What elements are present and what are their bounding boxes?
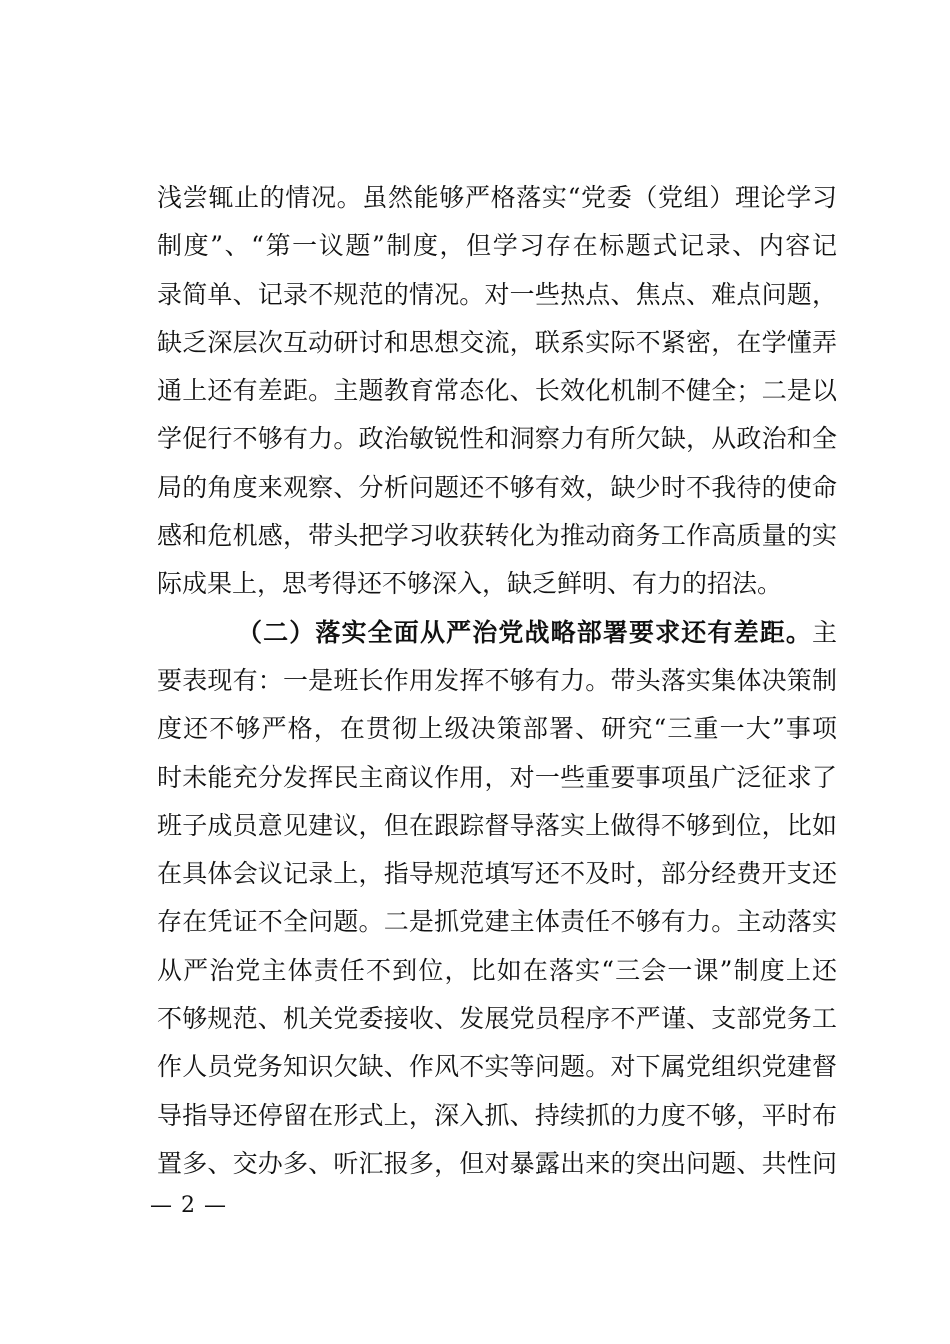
- text-line: 度还不够严格，在贯彻上级决策部署、研究“三重一大”事项: [157, 714, 837, 744]
- text-line: 从严治党主体责任不到位，比如在落实“三会一课”制度上还: [157, 955, 837, 985]
- text-line: 浅尝辄止的情况。虽然能够严格落实“党委（党组）理论学习: [157, 183, 837, 212]
- text-line: 置多、交办多、听汇报多，但对暴露出来的突出问题、共性问: [157, 1148, 837, 1178]
- text-line: 录简单、记录不规范的情况。对一些热点、焦点、难点问题，: [157, 279, 837, 309]
- text-line: 局的角度来观察、分析问题还不够有效，缺少时不我待的使命: [157, 472, 837, 502]
- text-line: 班子成员意见建议，但在跟踪督导落实上做得不够到位，比如: [157, 810, 837, 840]
- section-heading-line: [157, 609, 837, 657]
- text-line: 制度”、“第一议题”制度，但学习存在标题式记录、内容记: [157, 231, 837, 261]
- text-line: 在具体会议记录上，指导规范填写还不及时，部分经费开支还: [157, 859, 837, 889]
- text-line: 通上还有差距。主题教育常态化、长效化机制不健全；二是以: [157, 376, 837, 406]
- body-text: [157, 174, 837, 1188]
- text-line: 际成果上，思考得还不够深入，缺乏鲜明、有力的招法。: [157, 569, 783, 599]
- text-line: 存在凭证不全问题。二是抓党建主体责任不够有力。主动落实: [157, 907, 837, 937]
- text-line: 要表现有：一是班长作用发挥不够有力。带头落实集体决策制: [157, 665, 837, 695]
- text-line: 缺乏深层次互动研讨和思想交流，联系实际不紧密，在学懂弄: [157, 327, 837, 357]
- heading-line-rest: 主: [811, 617, 837, 647]
- text-line: 学促行不够有力。政治敏锐性和洞察力有所欠缺，从政治和全: [157, 424, 837, 454]
- page-number: — 2 —: [150, 1193, 227, 1218]
- text-line: 时未能充分发挥民主商议作用，对一些重要事项虽广泛征求了: [157, 762, 837, 792]
- text-line: 感和危机感，带头把学习收获转化为推动商务工作高质量的实: [157, 521, 837, 551]
- text-line: 作人员党务知识欠缺、作风不实等问题。对下属党组织党建督: [157, 1052, 837, 1082]
- text-line: 导指导还停留在形式上，深入抓、持续抓的力度不够，平时布: [157, 1100, 837, 1130]
- text-line: 不够规范、机关党委接收、发展党员程序不严谨、支部党务工: [157, 1004, 837, 1034]
- section-heading: （二）落实全面从严治党战略部署要求还有差距。: [237, 617, 812, 647]
